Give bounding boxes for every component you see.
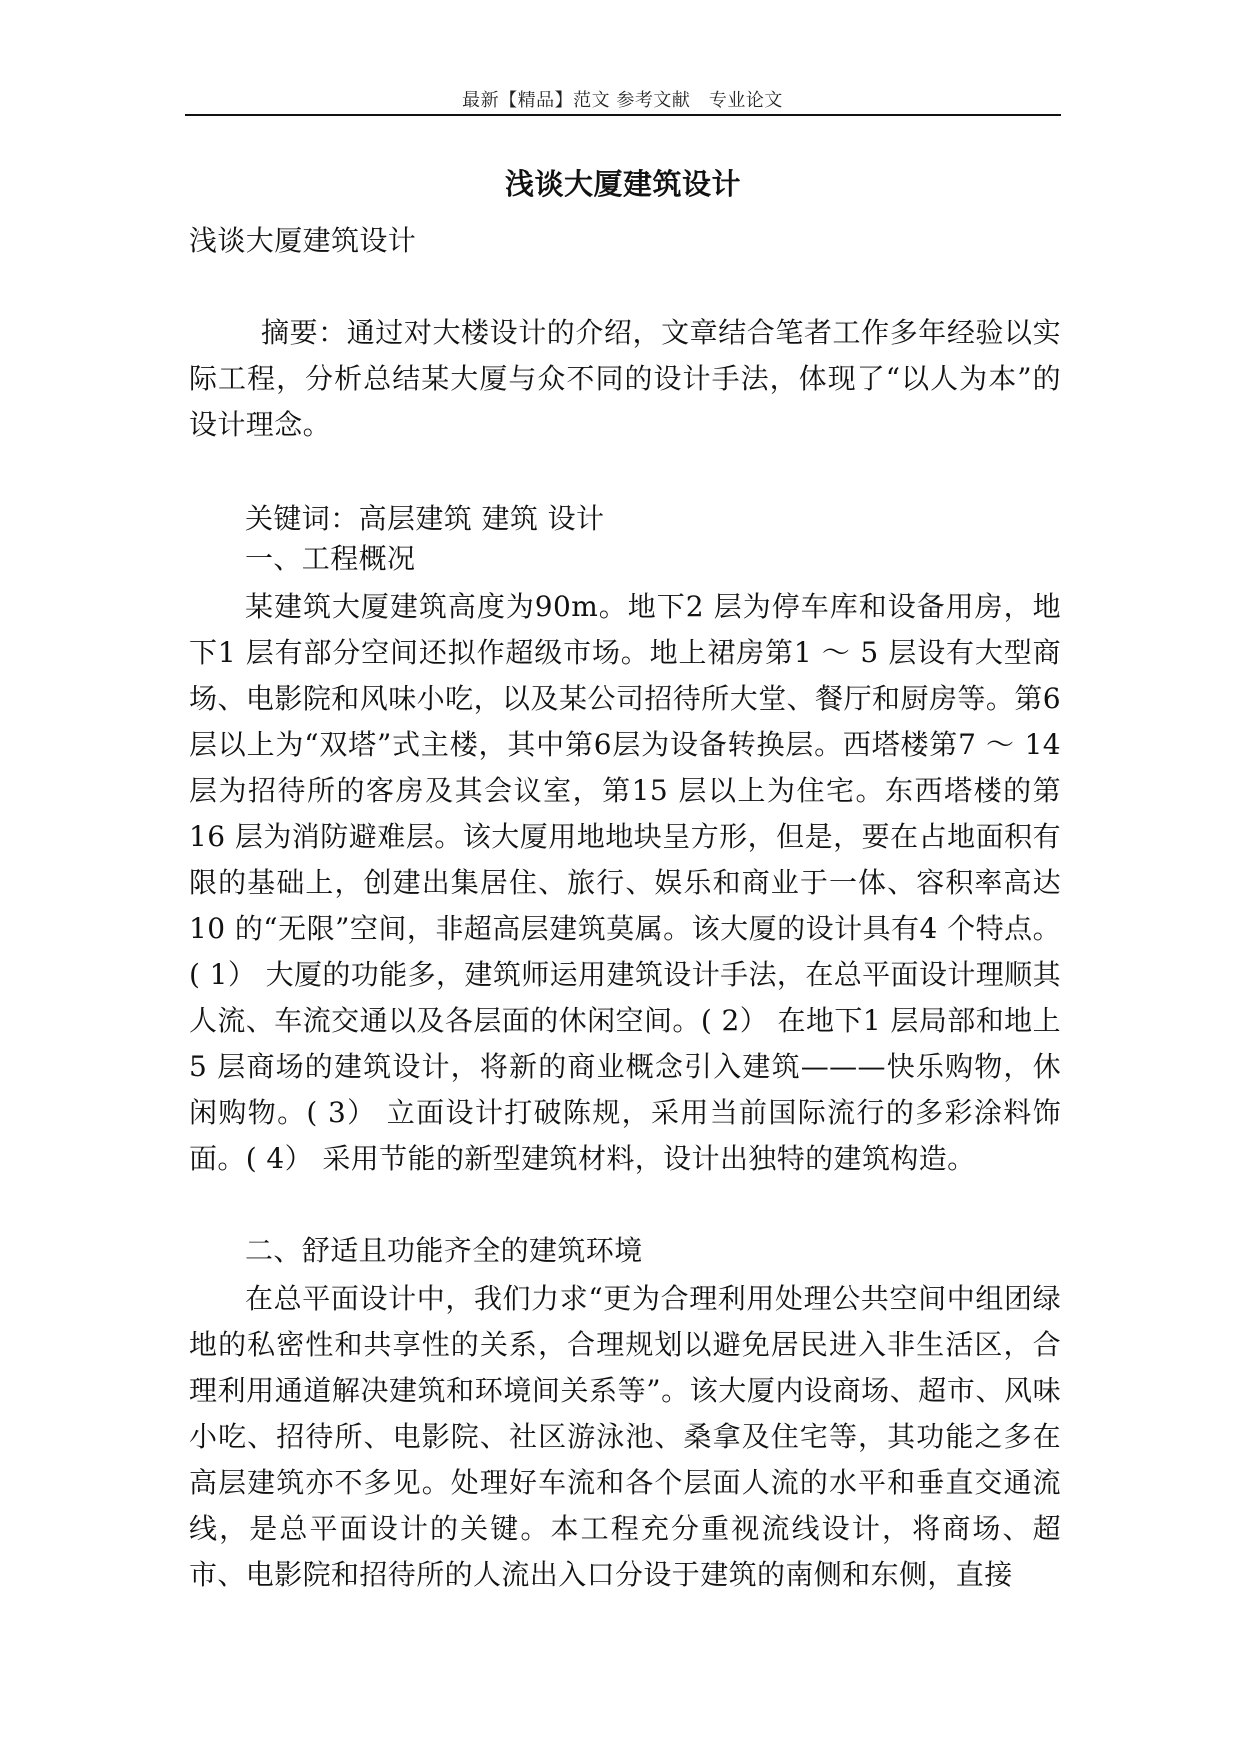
document-title: 浅谈大厦建筑设计	[504, 167, 741, 201]
section-heading-project-overview: 一、工程概况	[245, 542, 416, 575]
keywords-line: 关键词：高层建筑 建筑 设计	[245, 502, 605, 535]
abstract-paragraph: 摘要：通过对大楼设计的介绍，文章结合笔者工作多年经验以实际工程，分析总结某大厦与众不同的设计手法，体现了“以人为本”的设计理念。	[189, 316, 1061, 441]
section-paragraph-project-overview: 某建筑大厦建筑高度为90m。地下2 层为停车库和设备用房，地下1 层有部分空间还拟作超级市场。地上裙房第1 ～ 5 层设有大型商场、电影院和风味小吃，以及某公司招待所大堂、餐厅和厨房等。第6层以上为“双塔”式主楼，其中第6层为设备转换层。西塔楼第7 ～ 14 层为招待所的客房及其会议室，第15 层以上为住宅。东西塔楼的第16 层为消防避难层。该大厦用地地块呈方形，但是，要在占地面积有限的基础上，创建出集居住、旅行、娱乐和商业于一体、容积率高达10 的“无限”空间，非超高层建筑莫属。该大厦的设计具有4 个特点。( 1） 大厦的功能多，建筑师运用建筑设计手法，在总平面设计理顺其人流、车流交通以及各层面的休闲空间。( 2） 在地下1 层局部和地上5 层商场的建筑设计，将新的商业概念引入建筑———快乐购物，休闲购物。( 3） 立面设计打破陈规，采用当前国际流行的多彩涂料饰面。( 4） 采用节能的新型建筑材料，设计出独特的建筑构造。	[189, 590, 1061, 1175]
section-paragraph-building-environment: 在总平面设计中，我们力求“更为合理利用处理公共空间中组团绿地的私密性和共享性的关系，合理规划以避免居民进入非生活区，合理利用通道解决建筑和环境间关系等”。该大厦内设商场、超市、风味小吃、招待所、电影院、社区游泳池、桑拿及住宅等，其功能之多在高层建筑亦不多见。处理好车流和各个层面人流的水平和垂直交通流线，是总平面设计的关键。本工程充分重视流线设计，将商场、超市、电影院和招待所的人流出入口分设于建筑的南侧和东侧，直接	[189, 1282, 1061, 1591]
page-header: 最新【精品】范文 参考文献 专业论文	[462, 90, 783, 111]
section-heading-building-environment: 二、舒适且功能齐全的建筑环境	[245, 1234, 643, 1267]
header-divider	[185, 114, 1061, 116]
document-subtitle: 浅谈大厦建筑设计	[189, 224, 417, 257]
